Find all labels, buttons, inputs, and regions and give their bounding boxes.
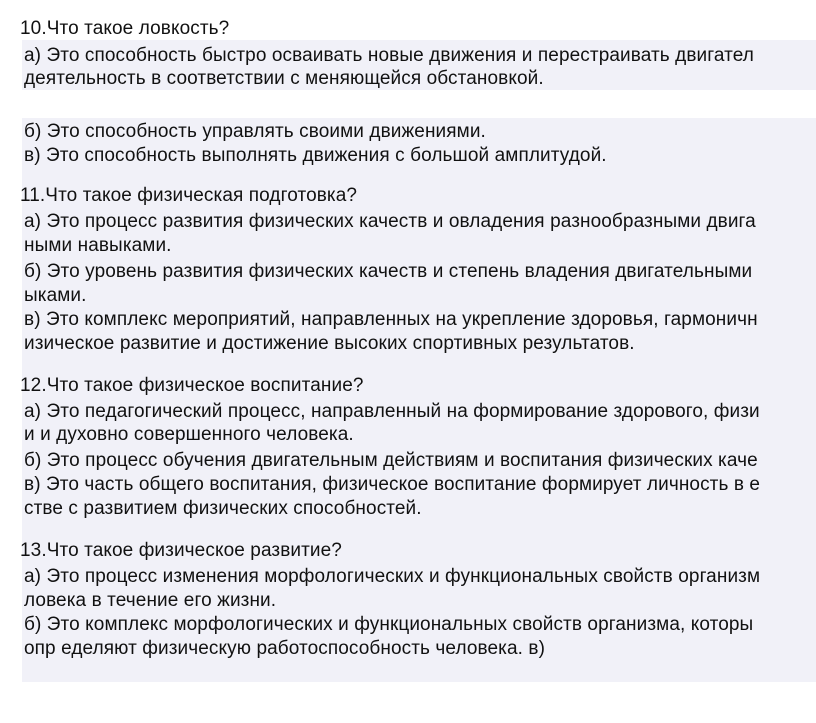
- question-12-answer-b: б) Это процесс обучения двигательным действиям и воспитания физических каче: [24, 450, 758, 471]
- question-12-title: 12.Что такое физическое воспитание?: [20, 375, 364, 396]
- question-13-title: 13.Что такое физическое развитие?: [20, 540, 342, 561]
- question-12-answer-a-line-2: и и духовно совершенного человека.: [24, 424, 354, 445]
- question-12-answer-c-line-1: в) Это часть общего воспитания, физическое воспитание формирует личность в е: [24, 474, 761, 495]
- question-11-answer-b-line-2: ыками.: [24, 285, 87, 306]
- question-11-answer-c-line-2: изическое развитие и достижение высоких спортивных результатов.: [24, 333, 635, 354]
- question-11-answer-a-line-2: ными навыками.: [24, 235, 172, 256]
- question-10-answer-c: в) Это способность выполнять движения с большой амплитудой.: [24, 145, 607, 166]
- question-10-answer-b: б) Это способность управлять своими движениями.: [24, 121, 486, 142]
- question-10-answer-a-line-1: а) Это способность быстро осваивать новые движения и перестраивать двигател: [24, 45, 754, 66]
- question-13-answer-a-line-1: а) Это процесс изменения морфологических и функциональных свойств организм: [24, 566, 761, 587]
- question-13-answer-a-line-2: ловека в течение его жизни.: [24, 590, 277, 611]
- question-10-answer-a-line-2: деятельность в соответствии с меняющейся обстановкой.: [24, 68, 544, 89]
- question-11-title: 11.Что такое физическая подготовка?: [20, 185, 358, 206]
- question-13-answer-b-line-1: б) Это комплекс морфологических и функциональных свойств организма, которы: [24, 614, 754, 635]
- question-12-answer-c-line-2: стве с развитием физических способностей.: [24, 498, 422, 519]
- question-11-answer-c-line-1: в) Это комплекс мероприятий, направленных на укрепление здоровья, гармоничн: [24, 309, 758, 330]
- question-13-answer-b-line-2: опр еделяют физическую работоспособность человека. в): [24, 638, 546, 659]
- question-12-answer-a-line-1: а) Это педагогический процесс, направленный на формирование здорового, физи: [24, 401, 760, 422]
- question-11-answer-a-line-1: а) Это процесс развития физических качеств и овладения разнообразными двига: [24, 211, 756, 232]
- question-10-title: 10.Что такое ловкость?: [20, 18, 230, 39]
- question-11-answer-b-line-1: б) Это уровень развития физических качеств и степень владения двигательными: [24, 261, 753, 282]
